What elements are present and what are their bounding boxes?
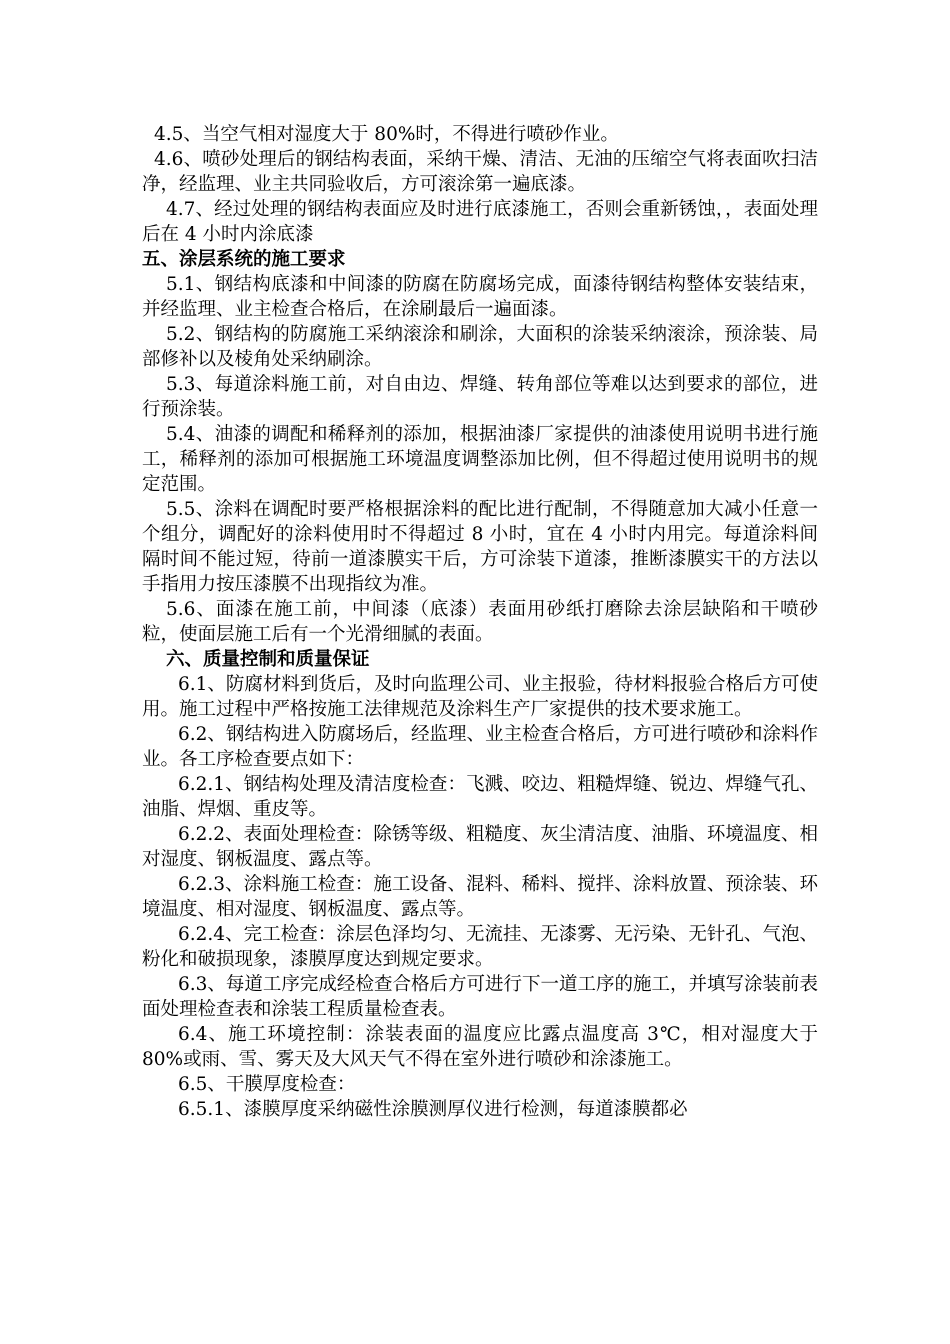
paragraph-6-2-2: 6.2.2、表面处理检查：除锈等级、粗糙度、灰尘清洁度、油脂、环境温度、相对湿度、钢板温度、露点等。: [142, 824, 818, 870]
paragraph-6-5: 6.5、干膜厚度检查：: [178, 1074, 356, 1095]
section-heading-6: 六、质量控制和质量保证: [166, 649, 370, 670]
paragraph-6-2-3: 6.2.3、涂料施工检查：施工设备、混料、稀料、搅拌、涂料放置、预涂装、环境温度、相对湿度、钢板温度、露点等。: [142, 874, 818, 920]
paragraph-4-7: 4.7、经过处理的钢结构表面应及时进行底漆施工，否则会重新锈蚀，，表面处理后在 4 小时内涂底漆: [142, 199, 818, 245]
document-body: [142, 122, 818, 1122]
paragraph-5-3: 5.3、每道涂料施工前，对自由边、焊缝、转角部位等难以达到要求的部位，进行预涂装。: [142, 374, 818, 420]
paragraph-6-5-1: 6.5.1、漆膜厚度采纳磁性涂膜测厚仪进行检测，每道漆膜都必: [178, 1099, 688, 1120]
paragraph-6-1: 6.1、防腐材料到货后，及时向监理公司、业主报验，待材料报验合格后方可使用。施工过程中严格按施工法律规范及涂料生产厂家提供的技术要求施工。: [142, 674, 818, 720]
paragraph-6-2-1: 6.2.1、钢结构处理及清洁度检查：飞溅、咬边、粗糙焊缝、锐边、焊缝气孔、油脂、焊烟、重皮等。: [142, 774, 818, 820]
paragraph-5-2: 5.2、钢结构的防腐施工采纳滚涂和刷涂，大面积的涂装采纳滚涂，预涂装、局部修补以及棱角处采纳刷涂。: [142, 324, 818, 370]
paragraph-6-2-4: 6.2.4、完工检查：涂层色泽均匀、无流挂、无漆雾、无污染、无针孔、气泡、粉化和破损现象，漆膜厚度达到规定要求。: [142, 924, 818, 970]
paragraph-5-4: 5.4、油漆的调配和稀释剂的添加，根据油漆厂家提供的油漆使用说明书进行施工，稀释剂的添加可根据施工环境温度调整添加比例，但不得超过使用说明书的规定范围。: [142, 424, 818, 495]
paragraph-4-5: 4.5、当空气相对湿度大于 80%时，不得进行喷砂作业。: [154, 124, 619, 145]
paragraph-5-1: 5.1、钢结构底漆和中间漆的防腐在防腐场完成，面漆待钢结构整体安装结束，并经监理、业主检查合格后，在涂刷最后一遍面漆。: [142, 274, 818, 320]
paragraph-5-5: 5.5、涂料在调配时要严格根据涂料的配比进行配制，不得随意加大减小任意一个组分，调配好的涂料使用时不得超过 8 小时，宜在 4 小时内用完。每道涂料间隔时间不能过短，待前一道漆膜实干后，方可涂装下道漆，推断漆膜实干的方法以手指用力按压漆膜不出现指纹为准。: [142, 499, 818, 595]
paragraph-5-6: 5.6、面漆在施工前，中间漆（底漆）表面用砂纸打磨除去涂层缺陷和干喷砂粒，使面层施工后有一个光滑细腻的表面。: [142, 599, 818, 645]
section-heading-5: 五、涂层系统的施工要求: [142, 249, 346, 270]
paragraph-6-3: 6.3、每道工序完成经检查合格后方可进行下一道工序的施工，并填写涂装前表面处理检查表和涂装工程质量检查表。: [142, 974, 818, 1020]
paragraph-6-2: 6.2、钢结构进入防腐场后，经监理、业主检查合格后，方可进行喷砂和涂料作业。各工序检查要点如下：: [142, 724, 818, 770]
paragraph-6-4: 6.4、施工环境控制：涂装表面的温度应比露点温度高 3℃，相对湿度大于 80%或雨、雪、雾天及大风天气不得在室外进行喷砂和涂漆施工。: [142, 1024, 818, 1070]
paragraph-4-6: 4.6、喷砂处理后的钢结构表面，采纳干燥、清洁、无油的压缩空气将表面吹扫洁净，经监理、业主共同验收后，方可滚涂第一遍底漆。: [142, 149, 818, 195]
